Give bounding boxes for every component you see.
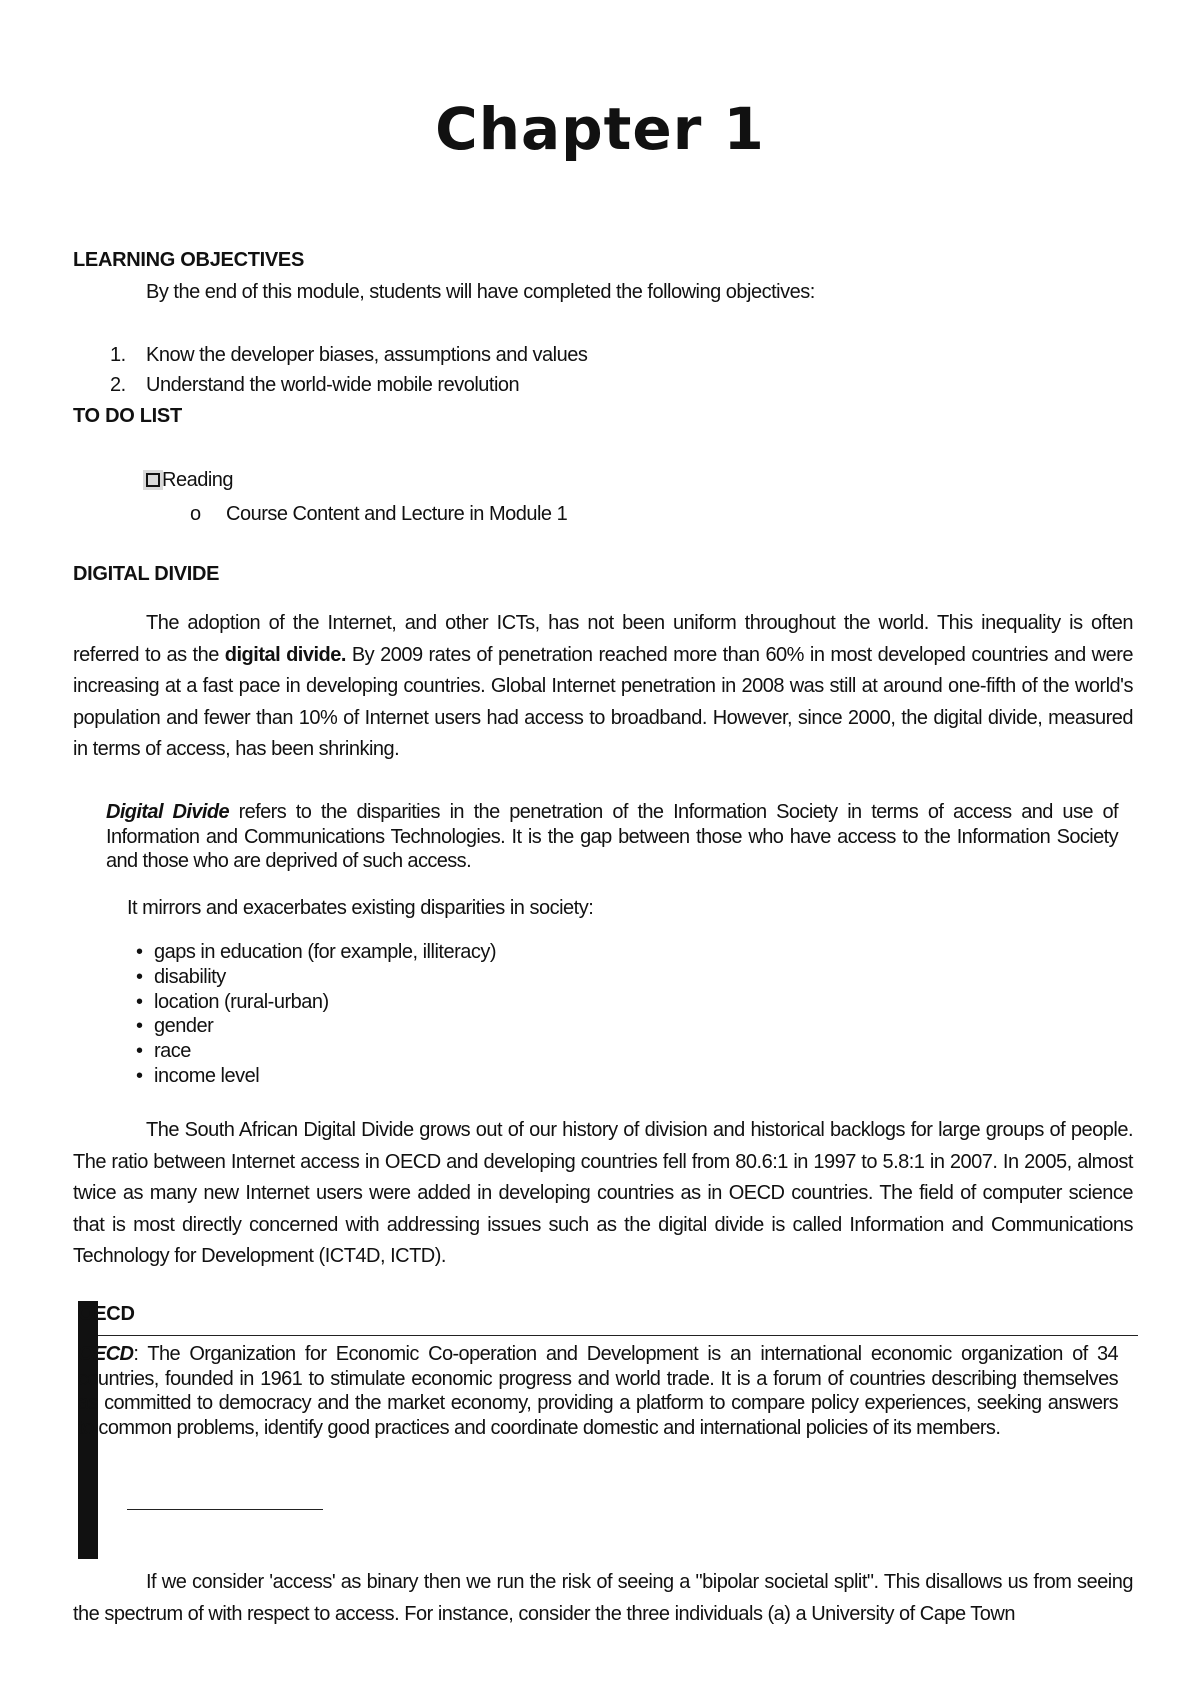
footnote-divider	[127, 1509, 323, 1510]
chapter-title: Chapter 1	[435, 95, 765, 163]
list-item: • location (rural-urban)	[136, 990, 496, 1015]
learning-objectives-intro: By the end of this module, students will have completed the following objectives:	[146, 281, 815, 303]
digital-divide-heading: DIGITAL DIVIDE	[73, 563, 220, 585]
south-africa-paragraph	[73, 1115, 1133, 1273]
objective-text: Know the developer biases, assumptions and values	[146, 344, 588, 366]
circle-bullet-icon: o	[190, 503, 201, 525]
divider	[98, 1335, 1138, 1336]
todo-heading: TO DO LIST	[73, 405, 182, 427]
oecd-term: OECD	[78, 1343, 134, 1365]
list-item: • income level	[136, 1064, 496, 1089]
oecd-heading-clip	[78, 1303, 1138, 1331]
paragraph-text: The adoption of the Internet, and other ICTs, has not been uniform throughout the world. This inequality is often referred to as the	[73, 612, 1133, 666]
oecd-box-text-clip	[78, 1342, 1138, 1472]
todo-item-reading	[146, 467, 233, 493]
list-item: • disability	[136, 965, 496, 990]
paragraph-text: The South African Digital Divide grows out of our history of division and historical backlogs for large groups of people. The ratio between Internet access in OECD and developing countries fell from 80.6:1 in 1997 to 5.8:1 in 2007. In 2005, almost twice as many new Internet users were added in developing countries as in OECD countries. The field of computer science that is most directly concerned with addressing issues such as the digital divide is called Information and Communications Technology for Development (ICT4D, ICTD).	[73, 1119, 1133, 1267]
oecd-text: : The Organization for Economic Co-operation and Development is an international economic organization of 34 countries, founded in 1961 to stimulate economic progress and world trade. It is a forum of countries describing themselves as committed to democracy and the market economy, providing a platform to compare policy experiences, seeking answers to common problems, identify good practices and coordinate domestic and international policies of its members.	[78, 1343, 1118, 1439]
list-item: • gender	[136, 1014, 496, 1039]
disparities-list	[136, 940, 496, 1089]
paragraph-text: By 2009 rates of penetration reached more than 60% in most developed countries and were increasing at a fast pace in developing countries. Global Internet penetration in 2008 was still at around one-fifth of the world's population and fewer than 10% of Internet users had access to broadband. However, since 2000, the digital divide, measured in terms of access, has been shrinking.	[73, 643, 1134, 760]
todo-subitem-label: Course Content and Lecture in Module 1	[226, 503, 568, 525]
list-item: • race	[136, 1039, 496, 1064]
objective-item	[110, 372, 519, 398]
objective-text: Understand the world-wide mobile revolution	[146, 374, 520, 396]
oecd-definition	[78, 1342, 1118, 1440]
learning-objectives-heading: LEARNING OBJECTIVES	[73, 249, 304, 271]
definition-text: refers to the disparities in the penetration of the Information Society in terms of access and use of Information and Communications Technologies. It is the gap between those who have access to the Information Society and those who are deprived of such access.	[106, 801, 1118, 872]
objective-number: 2.	[110, 374, 126, 396]
paragraph-text: If we consider 'access' as binary then we run the risk of seeing a "bipolar societal split". This disallows us from seeing the spectrum of with respect to access. For instance, consider the three individuals (a) a University of Cape Town	[73, 1571, 1133, 1625]
closing-paragraph	[73, 1567, 1133, 1630]
disparities-intro: It mirrors and exacerbates existing disparities in society:	[127, 897, 594, 919]
digital-divide-paragraph	[73, 608, 1133, 766]
oecd-heading: OECD	[78, 1303, 135, 1325]
list-item: • gaps in education (for example, illiteracy)	[136, 940, 496, 965]
todo-subitem	[190, 501, 567, 527]
digital-divide-definition	[106, 800, 1118, 874]
digital-divide-term: digital divide.	[224, 643, 346, 666]
checkbox-icon	[146, 473, 160, 487]
objective-item	[110, 342, 587, 368]
todo-item-label: Reading	[162, 469, 234, 491]
definition-term: Digital Divide	[106, 801, 229, 823]
objective-number: 1.	[110, 344, 126, 366]
